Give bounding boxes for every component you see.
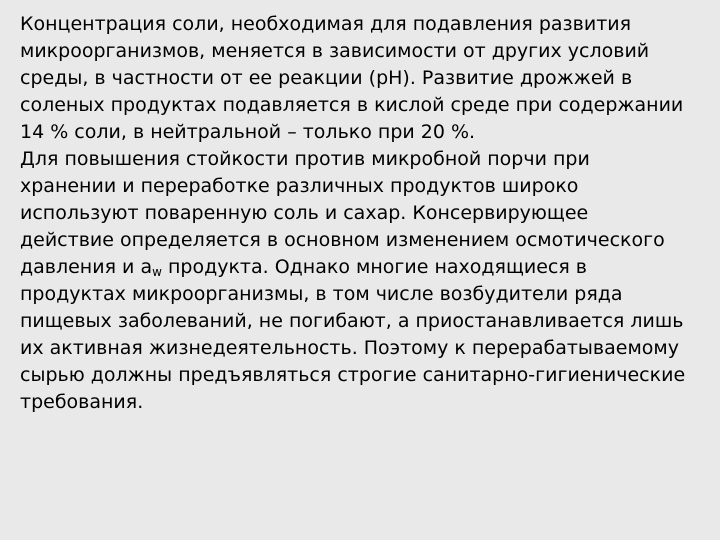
text-line: используют поваренную соль и сахар. Консервирующее (20, 202, 589, 224)
text-line: пищевых заболеваний, не погибают, а приостанавливается лишь (20, 310, 684, 332)
text-line: соленых продуктах подавляется в кислой среде при содержании (20, 94, 684, 116)
text-line: микроорганизмов, меняется в зависимости от других условий (20, 40, 650, 62)
text-line: требования. (20, 391, 144, 413)
text-line: продуктах микроорганизмы, в том числе возбудители ряда (20, 283, 623, 305)
text-line: среды, в частности от ее реакции (рН). Развитие дрожжей в (20, 67, 633, 89)
text-segment: продукта. Однако многие находящиеся в (161, 256, 588, 278)
text-line: 14 % соли, в нейтральной – только при 20 %. (20, 121, 476, 143)
text-line: Концентрация соли, необходимая для подавления развития (20, 13, 632, 35)
text-line: Для повышения стойкости против микробной порчи при (20, 148, 590, 170)
text-line: их активная жизнедеятельность. Поэтому к перерабатываемому (20, 337, 679, 359)
text-line: действие определяется в основном изменением осмотического (20, 229, 665, 251)
text-line-with-subscript (20, 254, 702, 281)
subscript-w: w (152, 265, 162, 279)
text-segment: давления и a (20, 256, 153, 278)
text-line: сырью должны предъявляться строгие санитарно-гигиенические (20, 364, 686, 386)
text-block (20, 11, 702, 416)
text-line: хранении и переработке различных продуктов широко (20, 175, 579, 197)
